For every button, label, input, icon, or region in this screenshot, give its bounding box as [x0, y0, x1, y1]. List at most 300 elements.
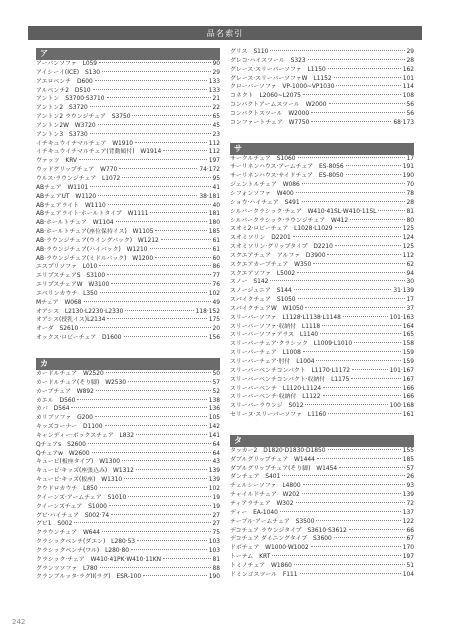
entry-page: 185: [208, 229, 220, 236]
entry-name: スリーパーソファ L1128·L1138·L1148: [230, 314, 341, 321]
index-entry: [36, 458, 220, 467]
entry-page: 101·163: [389, 314, 414, 321]
index-entry: [230, 243, 414, 252]
entry-name: グビ·ハイチェア S002·74: [36, 512, 110, 519]
index-entry: [230, 447, 414, 456]
index-entry: [230, 465, 414, 474]
entry-page: 103: [208, 547, 220, 554]
entry-page: 105: [208, 415, 220, 422]
entry-name: ダンチェア S401: [230, 474, 281, 481]
index-entry: [36, 78, 220, 87]
index-entry: [36, 547, 220, 556]
entry-page: 28: [406, 199, 414, 206]
dot-leader: [84, 301, 211, 302]
entry-page: 67: [406, 536, 414, 543]
entry-name: コンパクトスツール W2000: [230, 110, 310, 117]
entry-name: スクエアカーブチェア W350: [230, 261, 312, 268]
entry-page: 167: [402, 376, 414, 383]
dot-leader: [327, 254, 400, 255]
index-entry: [230, 75, 414, 84]
dot-leader: [270, 50, 404, 51]
entry-name: AB·ホールトチェア W1104: [36, 220, 114, 227]
index-entry: [230, 190, 414, 199]
index-entry: [230, 270, 414, 279]
dot-leader: [90, 133, 211, 134]
entry-page: 77: [212, 273, 220, 280]
entry-name: スリーパーソファ·収納付 L1118: [230, 323, 321, 330]
entry-page: 27: [212, 521, 220, 528]
index-entry: [36, 131, 220, 140]
index-entry: [36, 60, 220, 69]
index-entry: [36, 520, 220, 529]
entry-page: 40: [212, 202, 220, 209]
index-entry: [230, 48, 414, 57]
dot-leader: [131, 549, 207, 550]
index-entry: [36, 450, 220, 459]
index-entry: [36, 184, 220, 193]
entry-page: 114: [402, 84, 414, 91]
entry-name: スリーパーチェア L1008: [230, 350, 301, 357]
entry-name: エスプリソファ L010: [36, 264, 98, 271]
entry-page: 27: [212, 512, 220, 519]
dot-leader: [74, 522, 210, 523]
entry-page: 141: [208, 432, 220, 439]
entry-page: 29: [406, 49, 414, 55]
index-entry: [230, 66, 414, 75]
entry-page: 61: [212, 237, 220, 244]
dot-leader: [71, 407, 206, 408]
index-entry: [36, 263, 220, 272]
entry-page: 61: [212, 246, 220, 253]
entry-page: 165: [402, 332, 414, 339]
index-entry: [230, 101, 414, 110]
entry-page: 93: [406, 483, 414, 490]
entry-page: 80: [406, 217, 414, 224]
dot-leader: [323, 395, 401, 396]
index-entry: [36, 538, 220, 547]
entry-name: スクエアソファ L5002: [230, 270, 296, 277]
entry-name: クラシックベンチ(ワル) L280·80: [36, 547, 129, 554]
entry-name: コンパクトアームスツール W2000: [230, 102, 327, 109]
entry-page: 137: [402, 509, 414, 516]
index-entry: [36, 290, 220, 299]
dot-leader: [294, 564, 405, 565]
dot-leader: [293, 236, 401, 237]
entry-name: グレース·スリーパーソファW L1152: [230, 75, 332, 82]
index-entry: [230, 323, 414, 332]
entry-page: 102: [208, 290, 220, 297]
entry-page: 68·173: [393, 119, 414, 126]
dot-leader: [328, 413, 401, 414]
dot-leader: [272, 555, 400, 556]
entry-page: 64: [212, 441, 220, 448]
index-entry: [230, 314, 414, 323]
entry-name: キャンディー·ボックスチェア L832: [36, 432, 135, 439]
index-entry: [36, 210, 220, 219]
entry-name: スパイクチェア S1050: [230, 297, 296, 304]
dot-leader: [124, 336, 207, 337]
entry-name: デコチェア ダイニングタイプ S3600: [230, 536, 332, 543]
entry-page: 139: [208, 468, 220, 475]
index-entry: [36, 467, 220, 476]
index-entry: [36, 397, 220, 406]
entry-page: 162: [402, 66, 414, 73]
entry-page: 197: [402, 554, 414, 561]
dot-leader: [297, 272, 404, 273]
entry-name: ウルス·ラウンジチェア L1072: [36, 175, 121, 182]
dot-leader: [320, 333, 401, 334]
dot-leader: [137, 540, 207, 541]
entry-page: 51: [406, 562, 414, 569]
dot-leader: [111, 283, 210, 284]
entry-page: 103: [208, 539, 220, 546]
dot-leader: [280, 511, 401, 512]
entry-name: スリーパーベンチ L1120·L1124: [230, 385, 322, 392]
entry-page: 136: [208, 406, 220, 413]
index-entry: [230, 217, 414, 226]
entry-page: 65: [212, 114, 220, 121]
index-entry: [36, 228, 220, 237]
dot-leader: [105, 425, 207, 426]
dot-leader: [90, 186, 210, 187]
entry-page: 159: [402, 359, 414, 365]
index-entry: [36, 405, 220, 414]
dot-leader: [270, 280, 404, 281]
index-entry: [230, 571, 414, 580]
index-entry: [36, 255, 220, 264]
entry-page: 78: [406, 190, 414, 197]
entry-name: スリーパーベンチ·収納付 L1122: [230, 394, 321, 401]
dot-leader: [311, 546, 401, 547]
index-entry: [36, 246, 220, 255]
entry-page: 95: [212, 175, 220, 182]
index-entry: [36, 414, 220, 423]
entry-name: アントン2W W3720: [36, 122, 96, 129]
dot-leader: [343, 316, 388, 317]
entry-name: AB·ラウンジチェア(ウイングバック) W1212: [36, 237, 159, 244]
entry-name: セリーヌ·スリーパーソファ L1160: [230, 412, 327, 419]
entry-name: チャイルドチェア W202: [230, 492, 300, 499]
entry-page: 185: [402, 456, 414, 463]
index-title: 品名索引: [28, 26, 422, 40]
dot-leader: [132, 115, 210, 116]
dot-leader: [303, 351, 401, 352]
index-entry: [36, 432, 220, 441]
dot-leader: [88, 443, 211, 444]
index-entry: [36, 370, 220, 379]
entry-page: 17: [406, 297, 414, 304]
dot-leader: [300, 573, 401, 574]
entry-name: キッズコーナー D1100: [36, 424, 103, 431]
entry-page: 197: [208, 158, 220, 165]
index-entry: [36, 316, 220, 325]
entry-page: 112: [208, 149, 220, 156]
entry-name: スリーパーラウンジ S012: [230, 403, 304, 410]
entry-page: 102: [208, 485, 220, 492]
entry-name: AB·ラウンジチェア(ミドルバック) W1200: [36, 255, 154, 262]
entry-name: オックス·ロビーチェア D1600: [36, 335, 122, 342]
index-entry: [36, 281, 220, 290]
index-entry: [230, 473, 414, 482]
dot-leader: [305, 307, 404, 308]
index-entry: [36, 299, 220, 308]
entry-page: 20: [212, 326, 220, 333]
entry-name: アントン2 S3720: [36, 105, 88, 112]
dot-leader: [335, 227, 401, 228]
entry-name: シルバークラシック·チェア W410·41SL·W410·11SL: [230, 208, 377, 215]
entry-name: ディー EA-1040: [230, 509, 278, 516]
entry-name: グリス S110: [230, 49, 269, 55]
dot-leader: [334, 77, 401, 78]
entry-name: スリーパーチェア·肘付 L1004: [230, 359, 315, 365]
entry-name: ウッドグリップチェア W770: [36, 167, 118, 174]
entry-name: カバ D564: [36, 406, 70, 413]
entry-name: AB·ラウンジチェア(ハイバック) W1210: [36, 246, 148, 253]
dot-leader: [303, 94, 401, 95]
index-entry: [230, 305, 414, 314]
entry-name: ショウ·ハイチェア S491: [230, 199, 300, 206]
index-entry: [230, 402, 414, 411]
entry-page: 125: [402, 226, 414, 233]
entry-page: 29: [212, 69, 220, 76]
entry-name: カードルチェア W2520: [36, 371, 104, 377]
index-entry: [230, 535, 414, 544]
entry-page: 133: [208, 87, 220, 94]
entry-name: ヴァッツ KRV: [36, 158, 78, 165]
dot-leader: [80, 327, 210, 328]
entry-name: コンファートチェア W7750: [230, 119, 310, 126]
dot-leader: [335, 245, 401, 246]
dot-leader: [100, 487, 207, 488]
dot-leader: [90, 106, 211, 107]
dot-leader: [311, 121, 391, 122]
dot-leader: [98, 195, 197, 196]
section-spacer: [230, 128, 414, 143]
entry-name: アルベンチ2 D510: [36, 87, 91, 94]
index-entry: [230, 199, 414, 208]
dot-leader: [102, 531, 210, 532]
entry-page: 124: [402, 235, 414, 242]
dot-leader: [334, 537, 405, 538]
entry-name: クイーンズ·アームチェア S1010: [36, 494, 127, 501]
dot-leader: [163, 150, 207, 151]
entry-name: サークルチェア S1060: [230, 155, 296, 162]
entry-page: 139: [402, 492, 414, 499]
entry-name: トミノチェア W1860: [230, 562, 292, 569]
entry-name: デコチェア ラウンジタイプ S3610·S3612: [230, 527, 347, 534]
section-spacer: [36, 343, 220, 358]
entry-page: 76: [212, 282, 220, 289]
dot-leader: [107, 274, 210, 275]
dot-leader: [302, 183, 405, 184]
entry-page: 50: [212, 371, 220, 377]
dot-leader: [317, 458, 401, 459]
index-entry: [36, 219, 220, 228]
entry-name: クラウンチェア W644: [36, 530, 101, 537]
dot-leader: [125, 310, 193, 311]
entry-name: タッカー2 D1820·D1830·D1850: [230, 447, 326, 454]
section-heading: サ: [230, 143, 414, 155]
entry-name: ティアラチェア W302: [230, 500, 294, 507]
entry-name: アーバンソファ L059: [36, 61, 98, 67]
entry-name: ジェントルチェア W086: [230, 182, 300, 189]
index-entry: [36, 69, 220, 78]
index-entry: [36, 379, 220, 388]
index-entry: [230, 411, 414, 420]
index-entry: [36, 529, 220, 538]
entry-page: 23: [212, 131, 220, 138]
entry-page: 125: [402, 244, 414, 251]
index-entry: [36, 104, 220, 113]
index-entry: [230, 456, 414, 465]
entry-name: スオミソリン·グリップタイプ D2210: [230, 244, 333, 251]
dot-leader: [282, 475, 404, 476]
dot-leader: [143, 575, 207, 576]
entry-name: エリプスチェアS S3100: [36, 273, 106, 280]
dot-leader: [155, 257, 210, 258]
dot-leader: [150, 212, 206, 213]
section-heading: ア: [36, 48, 220, 60]
dot-leader: [339, 467, 404, 468]
entry-page: 88: [212, 565, 220, 572]
section-heading: カ: [36, 358, 220, 370]
dot-leader: [100, 292, 207, 293]
dot-leader: [302, 493, 401, 494]
dot-leader: [328, 449, 401, 450]
entry-page: 104: [402, 571, 414, 578]
index-entry: [230, 482, 414, 491]
index-entry: [36, 148, 220, 157]
index-entry: [230, 252, 414, 261]
entry-page: 118·152: [195, 308, 220, 315]
dot-leader: [322, 325, 401, 326]
entry-page: 166: [402, 385, 414, 392]
entry-name: イチキュウイチマルチェア(背動傾付) W1914: [36, 149, 162, 156]
entry-page: 101·167: [389, 367, 414, 374]
entry-page: 155: [402, 447, 414, 454]
entry-page: 191: [402, 164, 414, 171]
index-entry: [36, 157, 220, 166]
entry-name: テーブル·アームチェア S3500: [230, 518, 315, 525]
entry-name: カードルチェア(そり脚) W2530: [36, 379, 127, 386]
index-entry: [36, 193, 220, 202]
entry-page: 17: [406, 155, 414, 162]
dot-leader: [298, 157, 405, 158]
entry-name: コネクト L2060~L2075: [230, 93, 301, 100]
entry-name: スノー S142: [230, 279, 269, 286]
entry-page: 156: [208, 335, 220, 342]
entry-page: 190: [402, 173, 414, 180]
entry-name: Qチェアw W2600: [36, 450, 90, 457]
dot-leader: [77, 399, 206, 400]
dot-leader: [100, 567, 211, 568]
entry-name: トーテム KRT: [230, 554, 271, 561]
index-entry: [230, 225, 414, 234]
dot-leader: [136, 469, 207, 470]
entry-page: 122: [402, 518, 414, 525]
dot-leader: [128, 496, 210, 497]
index-entry: [230, 393, 414, 402]
entry-page: 41: [212, 184, 220, 191]
dot-leader: [116, 221, 207, 222]
entry-name: オアシス L2130·L2230·L2330: [36, 308, 124, 315]
entry-page: 175: [208, 317, 220, 324]
entry-name: グレコ·ハイスツール S323: [230, 57, 306, 64]
index-entry: [230, 119, 414, 128]
dot-leader: [313, 263, 404, 264]
entry-name: クローバーソファ VP-1000~VP1030: [230, 84, 335, 91]
entry-page: 21: [212, 96, 220, 103]
dot-leader: [122, 460, 210, 461]
entry-page: 164: [402, 323, 414, 330]
entry-page: 37: [406, 305, 414, 312]
entry-page: 181: [208, 211, 220, 218]
dot-leader: [298, 298, 405, 299]
entry-page: 142: [208, 424, 220, 431]
entry-page: 75: [212, 530, 220, 537]
entry-name: キュービ(板座タイプ) W1300: [36, 459, 121, 466]
index-entry: [36, 556, 220, 565]
entry-page: 138: [208, 397, 220, 404]
index-entry: [230, 208, 414, 217]
index-entry: [36, 166, 220, 175]
entry-page: 81: [212, 556, 220, 563]
entry-name: スリーパーベンチコンパクト·収納付 L1175: [230, 376, 350, 383]
index-entry: [36, 388, 220, 397]
dot-leader: [102, 71, 211, 72]
entry-name: クウドロカウチ L850: [36, 485, 98, 492]
dot-leader: [378, 210, 404, 211]
dot-leader: [107, 318, 206, 319]
dot-leader: [136, 434, 207, 435]
entry-name: クラシックベンチ(ダエン) L280·53: [36, 539, 136, 546]
dot-leader: [161, 239, 211, 240]
entry-name: エベリンカウチ L350: [36, 290, 98, 297]
entry-page: 86: [212, 264, 220, 271]
index-entry: [230, 553, 414, 562]
dot-leader: [303, 484, 405, 485]
entry-page: 19: [212, 494, 220, 501]
dot-leader: [163, 558, 210, 559]
entry-name: イチキュウイチマルチェア W1910: [36, 140, 134, 147]
entry-name: オーダ S2610: [36, 326, 79, 333]
index-entry: [230, 181, 414, 190]
entry-name: AB·ホールトチェア(座位保持イス) W1105: [36, 229, 154, 236]
entry-name: スノージュニア S144: [230, 288, 292, 295]
index-entry: [230, 234, 414, 243]
entry-page: 31·139: [393, 288, 414, 295]
dot-leader: [109, 505, 211, 506]
index-entry: [230, 500, 414, 509]
entry-name: ドボチェア W1000·W1002: [230, 545, 309, 552]
entry-name: スオミソリン D2201: [230, 235, 291, 242]
dot-leader: [98, 124, 211, 125]
entry-page: 90: [212, 61, 220, 67]
entry-name: ABチェアライト W1110: [36, 202, 106, 209]
entry-name: ABチェアライト·ホールトタイプ W1111: [36, 211, 149, 218]
entry-page: 30: [406, 279, 414, 286]
entry-page: 66: [406, 527, 414, 534]
entry-name: クイーンズチェア S1000: [36, 503, 107, 510]
dot-leader: [92, 452, 211, 453]
entry-name: ダブルグリップチェア W1444: [230, 456, 315, 463]
index-entry: [230, 544, 414, 553]
index-entry: [230, 287, 414, 296]
entry-page: 52: [212, 388, 220, 395]
entry-name: カーブチェア W892: [36, 388, 94, 395]
entry-page: 57: [406, 465, 414, 472]
entry-name: スリーパーチェア·クラシック L1009·L1010: [230, 341, 353, 348]
